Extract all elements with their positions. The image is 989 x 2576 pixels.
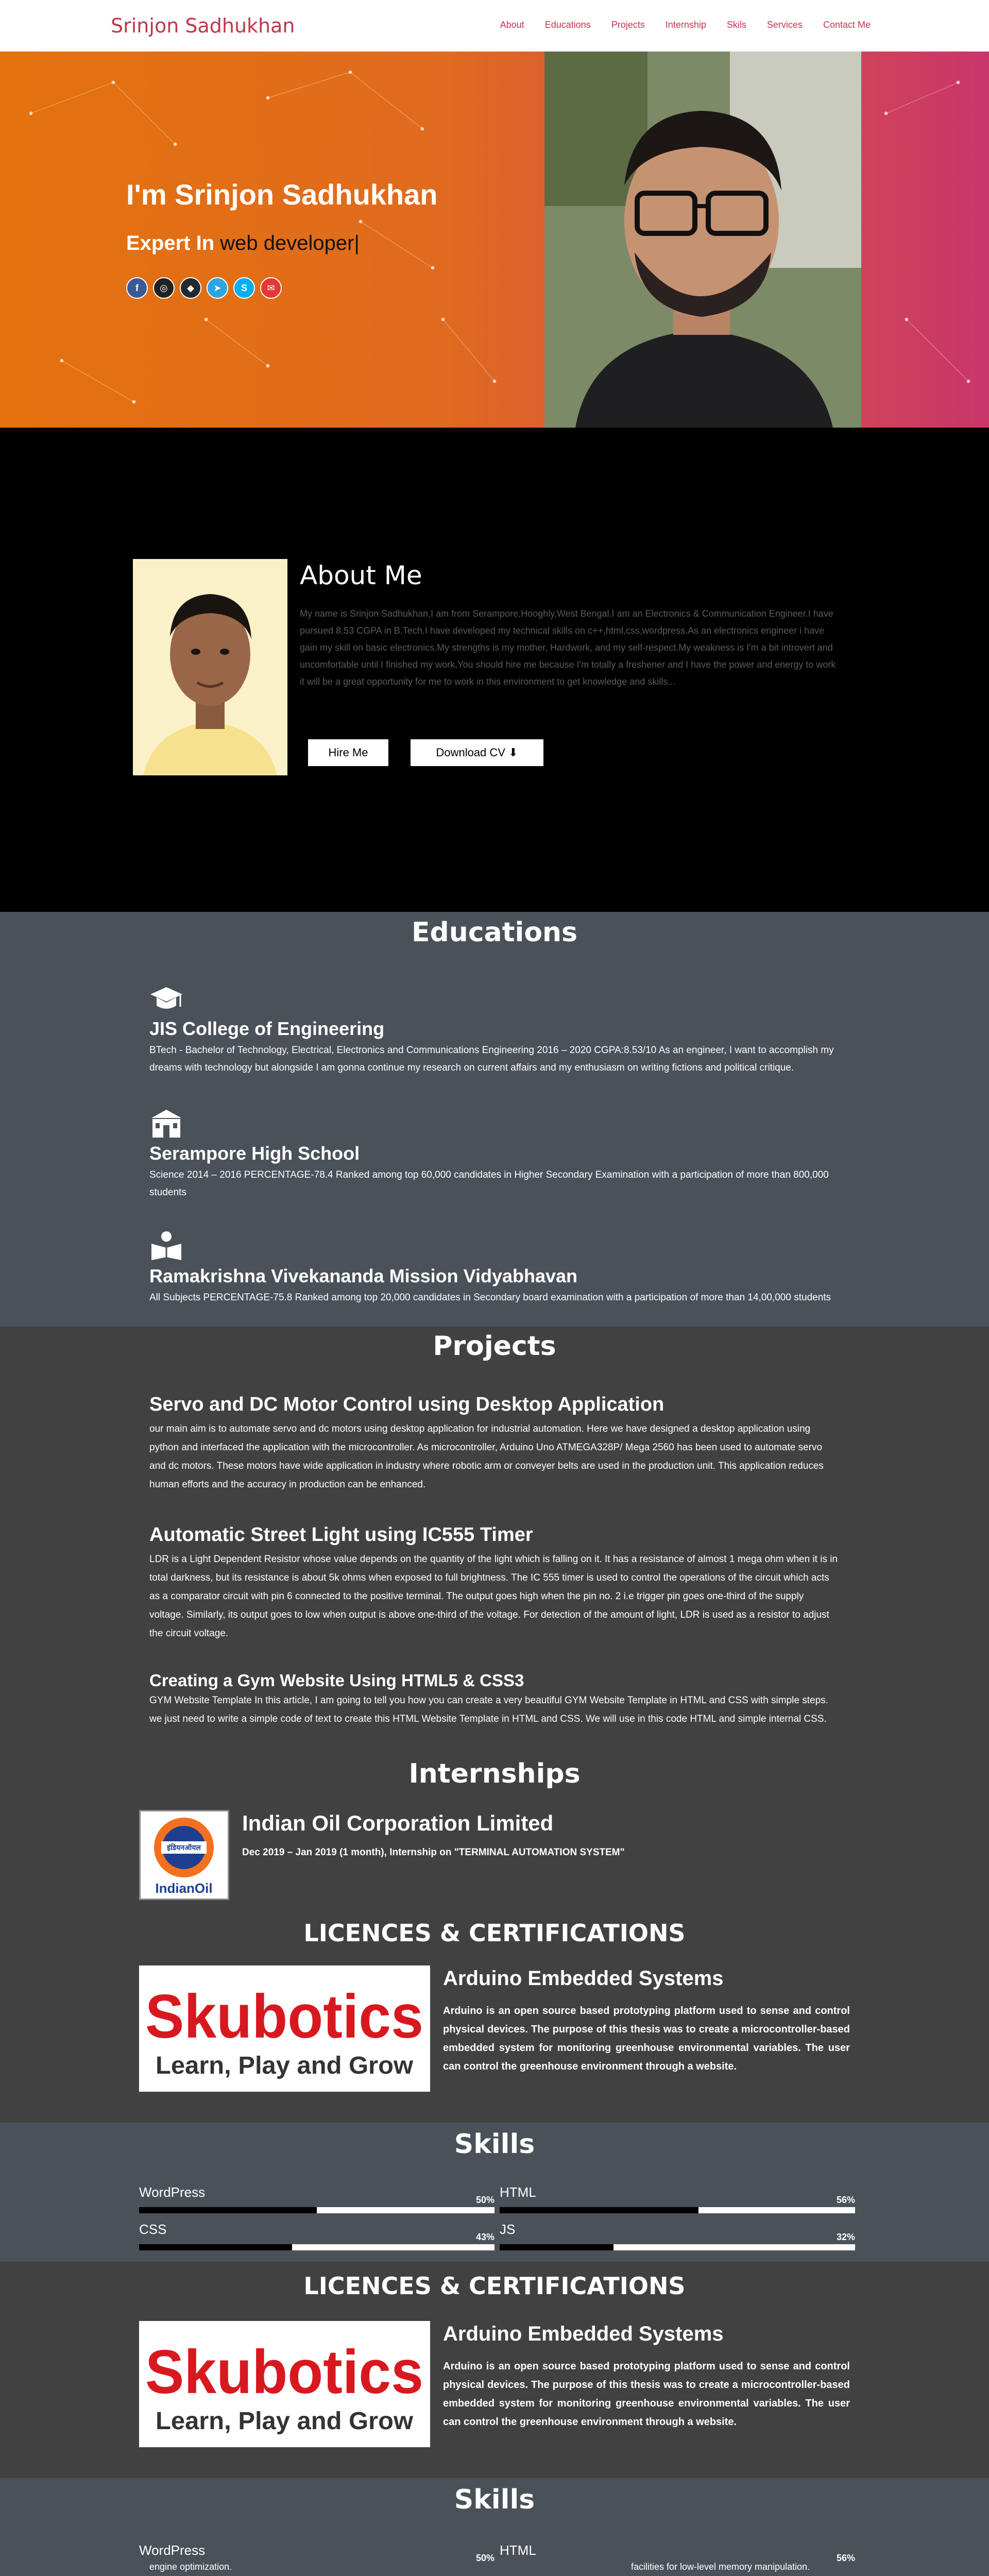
- skill-name: HTML: [500, 2543, 536, 2558]
- skill-item: [139, 2222, 494, 2242]
- skubotics-tagline: Learn, Play and Grow: [156, 2052, 414, 2079]
- github-icon[interactable]: ◆: [180, 277, 201, 299]
- project-name: Creating a Gym Website Using HTML5 & CSS3: [149, 1671, 524, 1690]
- logo-hindi-text: इंडियनऑयल: [167, 1844, 201, 1852]
- project-desc: our main aim is to automate servo and dc motors using desktop application for industrial automation. Here we have designed a desktop application using python and interfaced the application with the microcontroller. As microcontroller, Arduino Uno ATMEGA328P/ Mega 2560 has been used to automate servo and dc motors. These motors have wide application in industry where robotic arm or conveyer belts are used in the production unit. This application reduces human efforts and the accuracy in production can be enhanced.: [149, 1423, 824, 1490]
- projects-section: [0, 1327, 989, 2123]
- top-navbar: [0, 0, 989, 52]
- skill-bar: [500, 2207, 855, 2213]
- nav-item-projects[interactable]: Projects: [611, 20, 645, 30]
- internship-desc: [242, 1847, 625, 1858]
- school-icon: [149, 1108, 183, 1139]
- skype-icon[interactable]: S: [233, 277, 255, 299]
- skill-name: WordPress: [139, 2184, 206, 2200]
- education-item: [149, 983, 845, 1077]
- skill-item: [139, 2184, 494, 2205]
- about-description: My name is Srinjon Sadhukhan,I am from Serampore,Hooghly,West Bengal.I am an Electronics & Communication Engineer.I have pursued 8.53 CGPA in B.Tech.I have developed my technical skills on c++,html,css,wordpress.As an electronics engineer i have gain my skill on basic electronics.My strengths is my mother, Hardwork, and my self-respect.My weakness is I'm a bit introvert and uncomfortable until I finished my work.You should hire me because I'm totally a freshener and I have the power and energy to work it will be a great opportunity for me to work in this environment to get knowledge and skills...: [300, 608, 836, 687]
- educations-title: Educations: [411, 917, 578, 948]
- download-cv-label: Download CV: [436, 746, 505, 759]
- education-item: [149, 1230, 845, 1307]
- nav-item-services[interactable]: Services: [766, 20, 803, 30]
- education-desc: Science 2014 – 2016 PERCENTAGE-78.4 Ranked among top 60,000 candidates in Higher Secondary Examination with a participation of more than 800,000 students: [149, 1170, 829, 1198]
- indianoil-logo: [139, 1810, 229, 1900]
- skill-bar: [139, 2207, 494, 2213]
- social-links: [126, 277, 282, 299]
- skills-section: [0, 2123, 989, 2262]
- certification-desc: Arduino is an open source based prototyping platform used to sense and control physical devices. The purpose of this thesis was to create a microcontroller-based embedded system for monitoring greenhouse environmental variables. The user can control the greenhouse environment through a website.: [443, 2005, 850, 2072]
- overlap-text-right: facilities for low-level memory manipulation.: [631, 2562, 810, 2572]
- skill-item: [500, 2222, 855, 2242]
- skill-name: WordPress: [139, 2543, 206, 2558]
- nav-item-skills[interactable]: Skils: [726, 20, 746, 30]
- certification-name: Arduino Embedded Systems: [443, 1967, 724, 1990]
- project-item: [149, 1394, 840, 1494]
- mail-icon[interactable]: ✉: [260, 277, 282, 299]
- skubotics-logo-graphic: [139, 1965, 430, 2092]
- skill-name: JS: [500, 2222, 516, 2237]
- about-title: About Me: [300, 561, 422, 590]
- licences-title: LICENCES & CERTIFICATIONS: [303, 2272, 686, 2300]
- skill-name: CSS: [139, 2222, 167, 2237]
- skill-bar-fill: [500, 2207, 698, 2213]
- skill-bar: [139, 2244, 494, 2250]
- nav-menu: [500, 20, 871, 30]
- hero-typed-text: web developer: [220, 232, 354, 255]
- education-desc: All Subjects PERCENTAGE-75.8 Ranked among top 20,000 candidates in Secondary board examination with a participation of more than 14,00,000 students: [149, 1292, 831, 1303]
- skill-item: [500, 2184, 855, 2205]
- skill-percent: 50%: [475, 2195, 494, 2205]
- skill-name: HTML: [500, 2184, 536, 2200]
- skill-bar-fill: [139, 2244, 292, 2250]
- indianoil-logo-graphic: [141, 1811, 228, 1899]
- skill-bar: [500, 2244, 855, 2250]
- hero-section: [0, 52, 989, 428]
- certification-desc: Arduino is an open source based prototyping platform used to sense and control physical devices. The purpose of this thesis was to create a microcontroller-based embedded system for monitoring greenhouse environmental variables. The user can control the greenhouse environment through a website.: [443, 2361, 850, 2428]
- internship-topic: "TERMINAL AUTOMATION SYSTEM": [454, 1847, 625, 1858]
- skill-percent: 32%: [836, 2232, 855, 2242]
- facebook-icon[interactable]: f: [126, 277, 148, 299]
- educations-section: [0, 912, 989, 1327]
- skills-section-repeat: [0, 2478, 989, 2576]
- skill-item: [139, 2543, 494, 2563]
- skills-title: Skills: [454, 2484, 535, 2515]
- certification-name: Arduino Embedded Systems: [443, 2323, 724, 2345]
- project-item: [149, 1524, 840, 1643]
- graduation-cap-icon: [149, 983, 183, 1014]
- typing-cursor: |: [354, 232, 360, 255]
- nav-item-educations[interactable]: Educations: [544, 20, 591, 30]
- download-icon: ⬇: [508, 746, 518, 759]
- education-name: Serampore High School: [149, 1143, 360, 1164]
- skills-title: Skills: [454, 2129, 535, 2160]
- nav-item-about[interactable]: About: [500, 20, 524, 30]
- skill-bar-fill: [139, 2207, 317, 2213]
- skubotics-wordmark: Skubotics: [145, 1982, 423, 2051]
- telegram-icon[interactable]: ➤: [207, 277, 228, 299]
- projects-title: Projects: [433, 1331, 556, 1362]
- project-name: Automatic Street Light using IC555 Timer: [149, 1524, 533, 1546]
- licences-section-repeat: [0, 2262, 989, 2478]
- skubotics-logo-graphic: [139, 2321, 430, 2447]
- skubotics-logo: [139, 1965, 430, 2092]
- overlap-text-left: engine optimization.: [149, 2562, 232, 2572]
- skill-bar-fill: [500, 2244, 613, 2250]
- project-name: Servo and DC Motor Control using Desktop Application: [149, 1394, 664, 1415]
- instagram-icon[interactable]: ◎: [153, 277, 175, 299]
- hero-title: I'm Srinjon Sadhukhan: [126, 178, 438, 211]
- project-item: [149, 1671, 840, 1728]
- about-portrait-illustration: [133, 559, 287, 775]
- download-cv-button[interactable]: [411, 739, 543, 766]
- about-section: [0, 428, 989, 912]
- licences-title: LICENCES & CERTIFICATIONS: [303, 1919, 686, 1947]
- hire-me-button[interactable]: Hire Me: [308, 739, 388, 766]
- internship-period: Dec 2019 – Jan 2019 (1 month), Internship on: [242, 1847, 454, 1858]
- logo-brand-text: IndianOil: [155, 1880, 213, 1896]
- skubotics-logo: [139, 2321, 430, 2447]
- about-portrait: [133, 559, 287, 775]
- brand-logo[interactable]: Srinjon Sadhukhan: [111, 14, 295, 37]
- internship-company: Indian Oil Corporation Limited: [242, 1811, 554, 1835]
- student-reading-icon: [149, 1230, 183, 1261]
- skubotics-wordmark: Skubotics: [145, 2337, 423, 2406]
- skill-percent: 56%: [836, 2195, 855, 2205]
- education-name: JIS College of Engineering: [149, 1018, 385, 1039]
- education-desc: BTech - Bachelor of Technology, Electrical, Electronics and Communications Engineering 2016 – 2020 CGPA:8.53/10 As an engineer, I want to accomplish my dreams with technology but alongside I am gonna continue my research on current affairs and my enthusiasm on writing fictions and political critique.: [149, 1045, 834, 1073]
- hero-subtitle: [126, 232, 360, 255]
- skubotics-tagline: Learn, Play and Grow: [156, 2408, 414, 2435]
- skill-percent: 56%: [836, 2553, 855, 2563]
- nav-item-contact[interactable]: Contact Me: [823, 20, 871, 30]
- education-item: [149, 1108, 845, 1201]
- internships-title: Internships: [408, 1758, 581, 1789]
- hero-sub-prefix: Expert In: [126, 232, 220, 255]
- nav-item-internship[interactable]: Internship: [665, 20, 706, 30]
- education-name: Ramakrishna Vivekananda Mission Vidyabhavan: [149, 1265, 578, 1286]
- project-desc: LDR is a Light Dependent Resistor whose value depends on the quantity of the light which is falling on it. It has a resistance of almost 1 mega ohm when it is in total darkness, but its resistance is about 5k ohms when exposed to full brightness. The IC 555 timer is used to control the operations of the circuit which acts as a comparator circuit with pin 6 connected to the positive terminal. The output goes high when the pin no. 2 i.e trigger pin goes one-third of the supply voltage. Similarly, its output goes to low when output is above one-third of the voltage. For detection of the amount of light, LDR is used as a resistor to adjust the circuit voltage.: [149, 1554, 838, 1639]
- skill-percent: 43%: [475, 2232, 494, 2242]
- hero-portrait: [544, 52, 861, 428]
- portrait-illustration: [544, 52, 861, 428]
- project-desc: GYM Website Template In this article, I am going to tell you how you can create a very beautiful GYM Website Template in HTML and CSS with simple steps. we just need to write a simple code of text to create this HTML Website Template in HTML and CSS. We will use in this code HTML and simple internal CSS.: [149, 1695, 828, 1724]
- skill-item: [500, 2543, 855, 2563]
- skill-percent: 50%: [475, 2553, 494, 2563]
